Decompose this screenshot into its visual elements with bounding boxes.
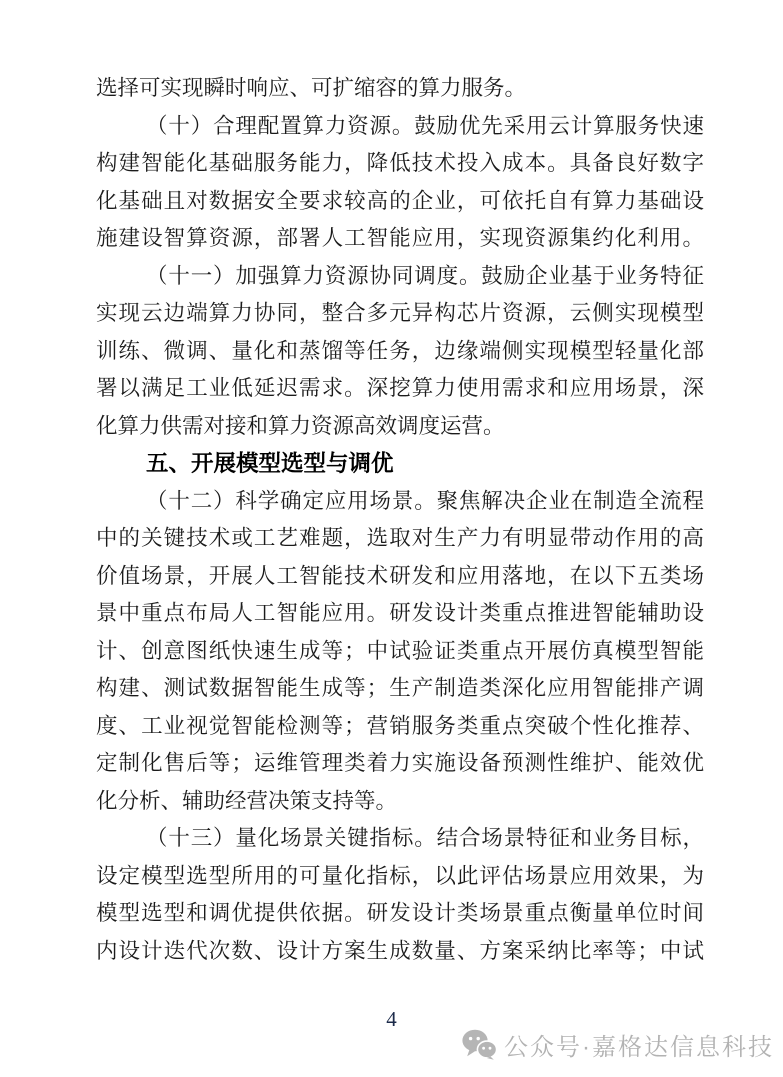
document-body — [96, 70, 704, 970]
text-line: 价值场景，开展人工智能技术研发和应用落地，在以下五类场 — [96, 563, 704, 588]
text-line: 度、工业视觉智能检测等；营销服务类重点突破个性化推荐、 — [96, 713, 704, 738]
text-line: 署以满足工业低延迟需求。深挖算力使用需求和应用场景，深 — [96, 376, 704, 400]
text-line: 施建设智算资源，部署人工智能应用，实现资源集约化利用。 — [96, 226, 704, 250]
heading-line: 五、开展模型选型与调优 — [146, 451, 394, 476]
text-line: 化基础且对数据安全要求较高的企业，可依托自有算力基础设 — [96, 188, 704, 213]
page-number: 4 — [386, 1007, 397, 1031]
paragraph — [96, 820, 704, 970]
text-line: 训练、微调、量化和蒸馏等任务，边缘端侧实现模型轻量化部 — [96, 338, 704, 363]
text-line: 实现云边端算力协同，整合多元异构芯片资源，云侧实现模型 — [96, 301, 704, 325]
text-line: 模型选型和调优提供依据。研发设计类场景重点衡量单位时间 — [96, 901, 704, 925]
text-line: （十三）量化场景关键指标。结合场景特征和业务目标， — [146, 826, 704, 850]
text-line: 计、创意图纸快速生成等；中试验证类重点开展仿真模型智能 — [96, 638, 704, 663]
text-line: 中的关键技术或工艺难题，选取对生产力有明显带动作用的高 — [96, 526, 704, 550]
text-line: （十）合理配置算力资源。鼓励优先采用云计算服务快速 — [146, 113, 704, 138]
text-line: 内设计迭代次数、设计方案生成数量、方案采纳比率等；中试 — [96, 938, 704, 963]
section-heading — [96, 445, 704, 483]
paragraph — [96, 70, 704, 108]
text-line: 构建智能化基础服务能力，降低技术投入成本。具备良好数字 — [96, 151, 704, 175]
text-line: 化分析、辅助经营决策支持等。 — [96, 788, 398, 813]
paragraph — [96, 108, 704, 258]
paragraph — [96, 258, 704, 446]
text-line: 景中重点布局人工智能应用。研发设计类重点推进智能辅助设 — [96, 601, 704, 625]
watermark-text: 公众号·嘉格达信息科技 — [504, 1034, 774, 1061]
text-line: 定制化售后等；运维管理类着力实施设备预测性维护、能效优 — [96, 751, 704, 775]
watermark — [462, 1027, 774, 1062]
text-line: 设定模型选型所用的可量化指标，以此评估场景应用效果，为 — [96, 863, 704, 888]
text-line: 选择可实现瞬时响应、可扩缩容的算力服务。 — [96, 76, 527, 100]
text-line: 化算力供需对接和算力资源高效调度运营。 — [96, 413, 505, 438]
text-line: （十二）科学确定应用场景。聚焦解决企业在制造全流程 — [146, 488, 704, 513]
paragraph — [96, 483, 704, 821]
text-line: （十一）加强算力资源协同调度。鼓励企业基于业务特征 — [146, 263, 704, 288]
wechat-icon — [462, 1029, 497, 1060]
text-line: 构建、测试数据智能生成等；生产制造类深化应用智能排产调 — [96, 676, 704, 700]
